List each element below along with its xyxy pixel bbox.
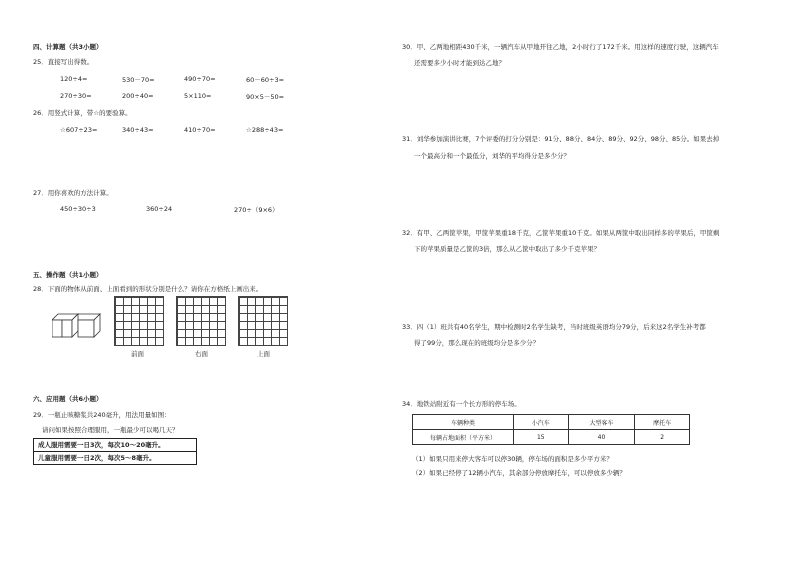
q33-line1: 33．四（1）班共有40名学生，期中检测时2名学生缺考，当时班级英语均分79分，后来这2名学生补考都 [402,323,706,331]
table-cell: 每辆占地面积（平方米） [413,430,514,445]
q34-part1: （1）如果只用来停大客车可以停30辆，停车场的面积是多少平方米？ [412,455,613,463]
calc-item: 90×5－50= [246,93,285,101]
calc-row [60,205,279,214]
q29: 29．一瓶止咳糖浆共240毫升，用法用量如图： [33,411,171,419]
table-cell: 车辆种类 [413,415,514,430]
q29-question: 请问如果按照合理服用，一瓶最少可以喝几天？ [42,426,179,434]
calc-item: ☆288÷43= [246,126,284,134]
table-cell: 小汽车 [514,415,569,430]
grid-label-top: 上面 [257,350,270,358]
q33-line2: 得了99分，那么现在的班级均分是多少分？ [414,339,540,347]
calc-item: 60－60÷3= [246,76,285,84]
table-cell: 2 [635,430,690,445]
calc-item: 360÷24 [146,205,173,213]
drawing-grid-right[interactable] [176,296,226,346]
q34-part2: （2）如果已经停了12辆小汽车，其余部分停放摩托车，可以停放多少辆？ [412,469,626,477]
calc-item: 490÷70= [184,75,216,83]
drawing-grid-front[interactable] [114,296,164,346]
dosage-box [33,438,197,465]
calc-item: 270÷（9×6） [234,206,279,214]
q31-line1: 31．刘华参加演讲比赛，7个评委的打分分别是：91分、88分、84分、89分、92分、98分、85分。如果去掉 [402,135,720,143]
grid-label-right: 右面 [195,350,208,358]
calc-item: 340÷43= [122,126,154,134]
table-cell: 15 [514,430,569,445]
calc-row [60,75,308,84]
table-cell: 摩托车 [635,415,690,430]
q32-line1: 32．有甲、乙两筐苹果，甲筐苹果重18千克，乙筐苹果重10千克。如果从两筐中取出同样多的苹果后，甲筐剩 [402,229,720,237]
q27: 27．用你喜欢的方法计算。 [33,189,113,197]
calc-item: 200÷40= [122,92,154,100]
q30-line2: 还需要多少小时才能到达乙地？ [414,59,505,67]
q31-line2: 一个最高分和一个最低分，刘华的平均得分是多少分？ [414,152,570,160]
q30-line1: 30．甲、乙两地相距430千米，一辆汽车从甲地开往乙地，2小时行了172千米。用这样的速度行驶，这辆汽车 [402,43,719,51]
q25: 25．直接写出得数。 [33,58,94,66]
calc-item: 270÷30= [60,92,92,100]
table-cell: 大型客车 [568,415,635,430]
table-cell: 40 [568,430,635,445]
section-5-title: 五、操作题（共1小题） [33,271,103,279]
q32-line2: 下的苹果质量是乙筐的3倍，那么从乙筐中取出了多少千克苹果？ [414,245,601,253]
calc-item: 530－70= [122,76,155,84]
q26: 26．用竖式计算，带☆的要验算。 [33,109,132,117]
calc-item: 450÷30÷3 [60,205,96,213]
calc-item: 5×110= [184,92,212,100]
dosage-child: 儿童服用需要一日2次，每次5～8毫升。 [34,451,196,464]
section-4-title: 四、计算题（共3小题） [33,43,103,51]
drawing-grid-top[interactable] [238,296,288,346]
cube-object-figure [52,313,104,339]
grid-label-front: 前面 [131,350,144,358]
calc-row [60,126,308,134]
parking-table [412,414,690,445]
q28: 28．下面的物体从前面、上面看到的形状分别是什么？请你在方格纸上画出来。 [33,285,263,293]
calc-item: 120÷4= [60,75,88,83]
calc-item: ☆607÷23= [60,126,98,134]
section-6-title: 六、应用题（共6小题） [33,395,103,403]
dosage-adult: 成人服用需要一日3次，每次10～20毫升。 [38,441,165,449]
table-row [413,430,690,445]
table-header-row [413,415,690,430]
q34: 34．地铁站附近有一个长方形的停车场。 [402,400,521,408]
calc-item: 410÷70= [184,126,216,134]
calc-row [60,92,308,101]
